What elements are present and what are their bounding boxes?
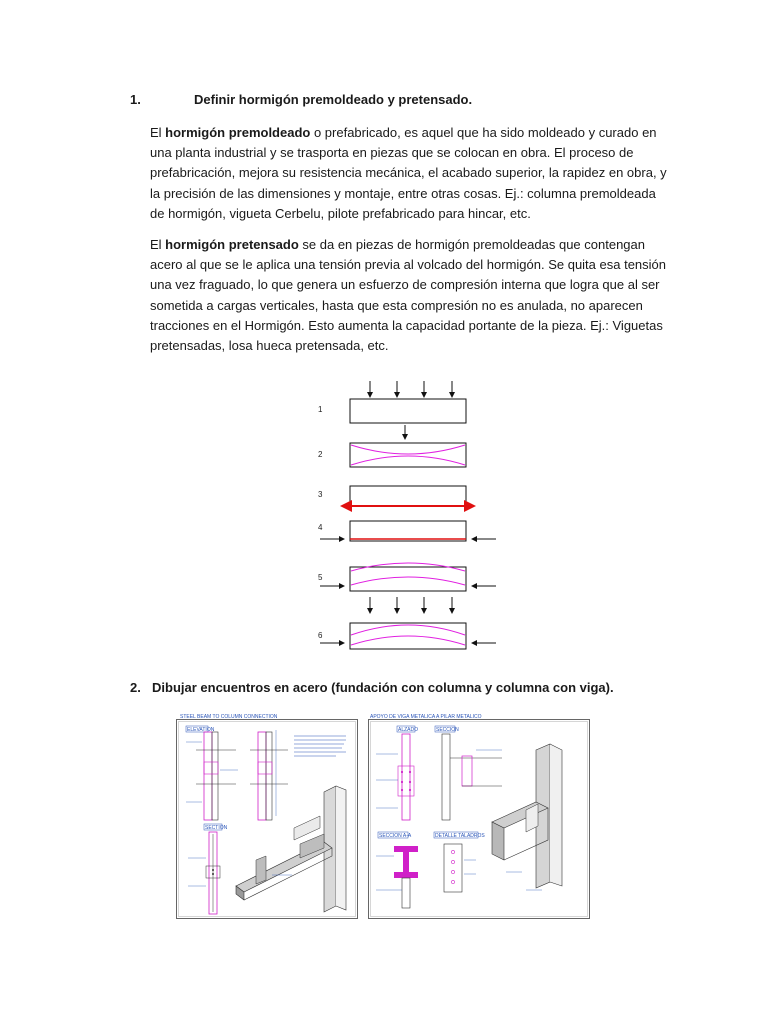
- stage-label-2: 2: [318, 450, 323, 459]
- bolt: [401, 781, 403, 783]
- stage-label-5: 5: [318, 573, 323, 582]
- deflection-curve: [351, 456, 465, 465]
- drawing-beam-support-on-column: [369, 714, 590, 919]
- drawing-left-title: STEEL BEAM TO COLUMN CONNECTION: [180, 714, 278, 720]
- bolt: [212, 869, 214, 871]
- camber-curve: [351, 577, 465, 585]
- stage-label-4: 4: [318, 523, 323, 532]
- tag-alzado: ALZADO: [398, 727, 419, 733]
- drawing-beam-to-column: [177, 714, 358, 919]
- bolt: [212, 873, 214, 875]
- term-hormigon-premoldeado: hormigón premoldeado: [165, 125, 311, 140]
- section-1-number: 1.: [130, 92, 141, 107]
- section-2-title: Dibujar encuentros en acero (fundación con columna y columna con viga).: [152, 680, 614, 695]
- paragraph-pretensado: [150, 235, 670, 356]
- iso-column-face: [550, 744, 562, 886]
- i-beam-bottom-flange: [394, 872, 418, 878]
- bolt: [409, 781, 411, 783]
- stage-label-1: 1: [318, 405, 323, 414]
- tag-section: SECTION: [205, 825, 228, 831]
- section-2-number: 2.: [130, 680, 141, 695]
- prestressing-stages-diagram: [300, 375, 520, 655]
- stage-6: [318, 597, 496, 649]
- p1-body: o prefabricado, es aquel que ha sido moldeado y curado en una planta industrial y se trasporta en piezas que se colocan en obra. El proceso de prefabricación, mejora su resistencia mecánica, el acabado superior, la rapidez en obra, y la precisión de las dimensiones y montaje, entre otras cosas. Ej.: columna premoldeada de hormigón, vigueta Cerbelu, pilote prefabricado para hincar, etc.: [150, 125, 667, 221]
- beam-section: [350, 486, 466, 506]
- camber-curve: [351, 625, 465, 635]
- stage-2: [318, 425, 466, 467]
- stage-3: [318, 486, 474, 506]
- steel-connection-drawings: [176, 710, 596, 922]
- bolt: [409, 789, 411, 791]
- bolt: [401, 789, 403, 791]
- stage-5: [318, 563, 496, 591]
- stage-4: [318, 521, 496, 541]
- tag-seccion: SECCION: [436, 727, 459, 733]
- stage-1: [318, 381, 466, 423]
- paragraph-premoldeado: [150, 123, 670, 224]
- p2-body: se da en piezas de hormigón premoldeadas que contengan acero al que se le aplica una tensión previa al volcado del hormigón. Se quita esa tensión una vez fraguado, lo que genera un esfuerzo de compresión interna que logra que al ser sometida a cargas verticales, hasta que esta compresión no es anulada, no aparecen tracciones en el Hormigón. Esto aumenta la capacidad portante de la pieza. Ej.: Viguetas pretensadas, losa hueca pretensada, etc.: [150, 237, 667, 354]
- beam-section: [350, 567, 466, 591]
- stage-label-6: 6: [318, 631, 323, 640]
- tag-elevation: ELEVATION: [187, 727, 215, 733]
- tag-seccion-aa: SECCION A-A: [379, 833, 412, 839]
- beam-section: [350, 521, 466, 541]
- section-1-heading: [130, 92, 472, 108]
- p2-lead: El: [150, 237, 166, 252]
- camber-curve: [351, 636, 465, 645]
- beam-section: [350, 399, 466, 423]
- iso-column-face: [336, 786, 346, 910]
- drawing-right-title: APOYO DE VIGA METALICA A PILAR METALICO: [370, 714, 482, 720]
- bolt: [401, 771, 403, 773]
- stage-label-3: 3: [318, 490, 323, 499]
- iso-stiffener: [256, 856, 266, 884]
- iso-beam-end: [492, 822, 504, 860]
- p1-lead: El: [150, 125, 166, 140]
- bolt: [409, 771, 411, 773]
- section-2-heading: [130, 680, 614, 696]
- section-1-title: Definir hormigón premoldeado y pretensado.: [194, 92, 473, 107]
- i-beam-top-flange: [394, 846, 418, 852]
- term-hormigon-pretensado: hormigón pretensado: [165, 237, 299, 252]
- tag-detalle-taladros: DETALLE TALADROS: [435, 833, 485, 839]
- i-beam-web: [403, 852, 409, 872]
- beam-section: [350, 443, 466, 467]
- deflection-curve: [351, 445, 465, 454]
